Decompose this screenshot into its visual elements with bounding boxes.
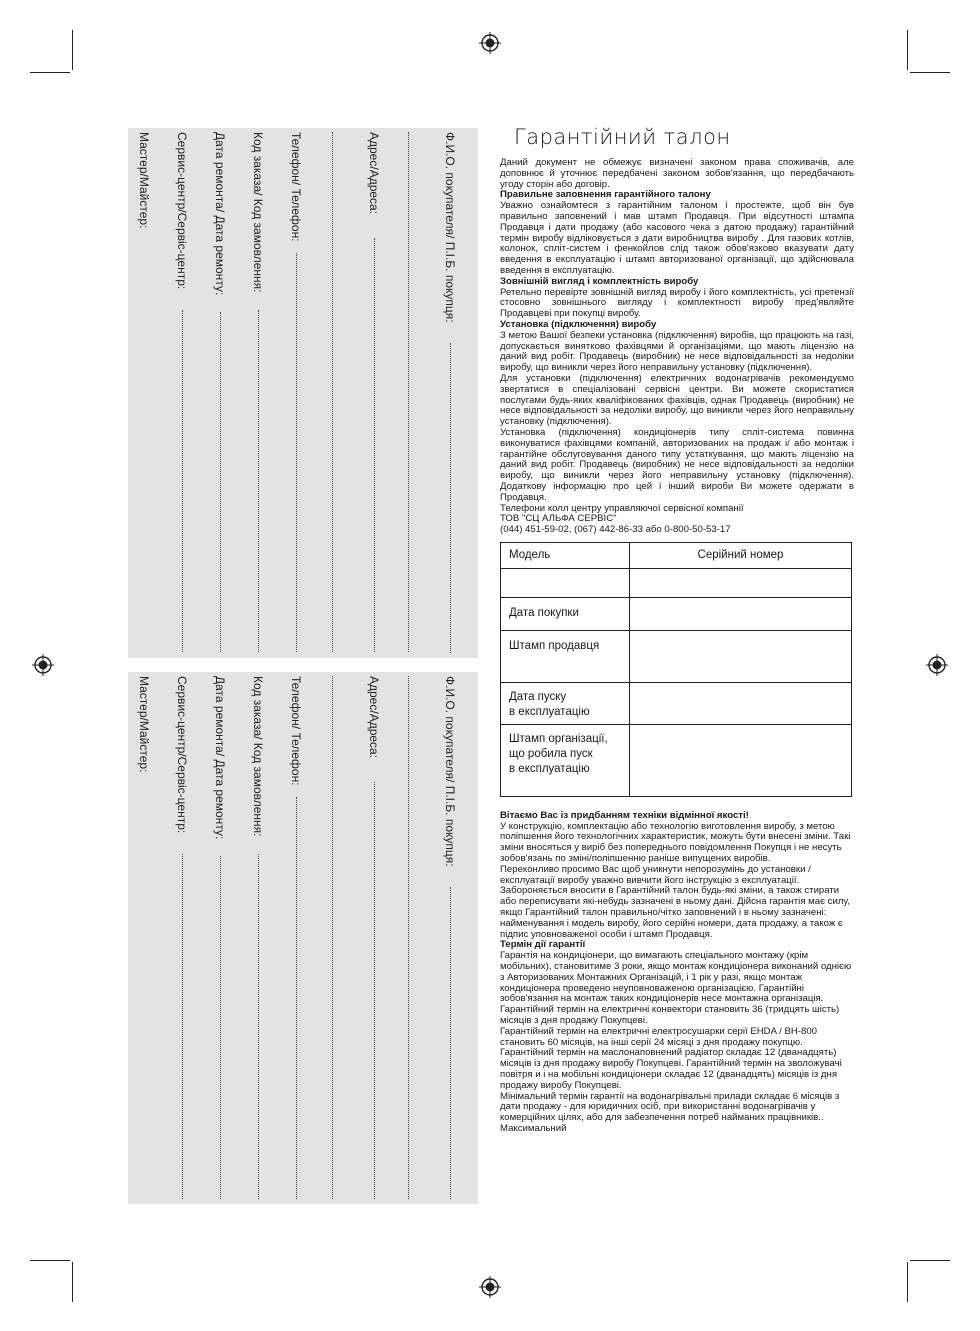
section-paragraph: Гарантійний термін на електричні конвектори становить 36 (тридцять шість) місяців з дня продажу Покупцеві.: [500, 1004, 840, 1027]
fill-line[interactable]: [182, 310, 183, 652]
coupon-field-label: Адрес/Адреса:: [367, 676, 381, 759]
table-cell-seller-stamp[interactable]: [630, 630, 852, 682]
table-label-line: в експлуатацію: [509, 762, 590, 775]
coupon-field-label: Адрес/Адреса:: [367, 132, 381, 215]
section-paragraph: Гарантійний термін на маслонаповнений радіатор складає 12 (дванадцять) місяців із дня продажу виробу Покупцеві. Гарантійний термін на зволожувачі повітря и і на мобільні кондиціонери складає 12 (дванадцять) місяців із дня продажу виробу Покупцеві.: [500, 1047, 842, 1091]
coupon-field-label: Ф.И.О. покупателя/ П.І.Б. покупця:: [443, 676, 457, 867]
table-label-seller-stamp: Штамп продавця: [501, 630, 630, 682]
intro-paragraph: Даний документ не обмежує визначені законом права споживачів, але доповнює й уточнює передбачені законом зобов'язання, що передбачають угоду сторін або договір.: [500, 157, 854, 190]
table-header-serial: Серійний номер: [630, 542, 852, 568]
coupon-field-label: Сервис-центр/Сервіс-центр:: [175, 676, 189, 834]
table-label-purchase-date: Дата покупки: [501, 597, 630, 630]
crop-mark: [907, 30, 908, 70]
section-paragraph: Для установки (підключення) електричних водонагрівачів рекомендуємо звертатися в спеціалізовані сервісні центри. Ви можете скористатися послугами будь-яких кваліфікованих фахівців, однак Продавець (виробник) не несе відповідальності за недоліки виробу, що виникли через його неправильну установку (підключення).: [500, 372, 854, 428]
coupon-field-label: Дата ремонта/ Дата ремонту:: [213, 132, 227, 296]
fill-line[interactable]: [258, 310, 259, 652]
table-label-org-stamp: [501, 724, 630, 796]
table-cell-purchase-date[interactable]: [630, 597, 852, 630]
fill-line[interactable]: [408, 132, 409, 652]
registration-mark-icon: [926, 654, 948, 676]
crop-mark: [30, 72, 70, 73]
repair-coupon-top: [128, 128, 478, 658]
section-heading: Вітаємо Вас із придбанням техніки відмінної якості!: [500, 809, 749, 821]
coupon-field-label: Телефон/ Телефон:: [289, 132, 303, 242]
fill-line[interactable]: [450, 343, 451, 653]
registration-mark-icon: [32, 654, 54, 676]
phones-company: ТОВ "СЦ АЛЬФА СЕРВІС": [500, 513, 617, 525]
table-cell-model[interactable]: [501, 568, 630, 597]
fill-line[interactable]: [332, 676, 333, 1199]
warranty-document: [500, 124, 854, 1135]
section-paragraph: У конструкцію, комплектацію або технологію виготовлення виробу, з метою поліпшення його технологічних характеристик, можуть бути внесені зміни. Такі зміни вносяться у виріб без попереднього повідомлення Покупця і не несуть зобов'язань по зміні/поліпшенню раніше випущених виробів.: [500, 820, 851, 865]
section-heading: Правильне заповнення гарантійного талону: [500, 189, 711, 201]
fill-line[interactable]: [182, 854, 183, 1199]
section-paragraph: З метою Вашої безпеки установка (підключення) виробів, що працюють на газі, допускається винятково фахівцями й організаціями, що мають ліцензію на даний вид робіт. Продавець (виробник) не несе відповідальності за недоліки виробу, що виникли через його неправильну установку (підключення).: [500, 329, 854, 374]
phones-line: Телефони колл центру управляючої сервісної компанії: [500, 502, 744, 514]
crop-mark: [30, 1260, 70, 1261]
table-cell-org-stamp[interactable]: [630, 724, 852, 796]
table-label-line: Дата пуску: [509, 690, 567, 703]
fill-line[interactable]: [220, 856, 221, 1199]
section-paragraph: Гарантія на кондиціонери, що вимагають спеціального монтажу (крім мобільних), становитиме 3 роки, якщо монтаж кондиціонера виконаний однією з Авторизованих Монтажних Організацій, і 1 рік у разі, якщо монтаж кондиціонера проведено неуповноваженою організацією. Гарантійні зобов'язання на монтаж таких кондиціонерів несе монтажна організація.: [500, 950, 852, 1005]
fill-line[interactable]: [296, 797, 297, 1199]
table-cell-serial[interactable]: [630, 568, 852, 597]
table-label-start-date: [501, 682, 630, 724]
section-paragraph: Установка (підключення) кондиціонерів типу спліт-система повинна виконуватися фахівцями компаній, авторизованих на продаж і/ або монтаж і гарантійне обслуговування даного типу устаткування, що мають ліцензію на даний вид робіт. Продавець (виробник) не несе відповідальності за недоліки виробу, що виникли через його неправильну установку (підключення). Додаткову інформацію про цей і інший вироби Ви можете одержати в Продавця.: [500, 426, 854, 503]
registration-table: [500, 542, 852, 797]
coupon-field-label: Мастер/Майстер:: [137, 676, 151, 773]
fill-line[interactable]: [374, 238, 375, 652]
registration-mark-icon: [479, 1276, 501, 1298]
coupon-field-master: [134, 132, 154, 652]
section-heading: Термін дії гарантії: [500, 939, 586, 951]
coupon-field-master: [134, 676, 154, 1196]
table-header-model: Модель: [501, 542, 630, 568]
crop-mark: [907, 1262, 908, 1302]
section-heading: Установка (підключення) виробу: [500, 318, 657, 330]
crop-mark: [910, 1260, 950, 1261]
fill-line[interactable]: [450, 887, 451, 1199]
coupon-field-label: Ф.И.О. покупателя/ П.І.Б. покупця:: [443, 132, 457, 323]
section-paragraph: Ретельно перевірте зовнішній вигляд виробу і його комплектність, усі претензії стосовно зовнішнього вигляду і комплектності виробу пред'являйте Продавцеві при покупці виробу.: [500, 286, 854, 320]
fill-line[interactable]: [220, 312, 221, 652]
phones-numbers: (044) 451-59-02, (067) 442-86-33 або 0-800-50-53-17: [500, 524, 731, 536]
coupon-field-label: Код заказа/ Код замовлення:: [251, 676, 265, 837]
crop-mark: [72, 1262, 73, 1302]
section-paragraph: Гарантійний термін на електричні електросушарки серії EHDA / BH-800 становить 60 місяців, на інші серії 24 місяці з дня продажу покупцю.: [500, 1025, 817, 1048]
repair-coupon-bottom: [128, 672, 478, 1204]
table-label-line: що робила пуск: [509, 747, 593, 760]
registration-mark-icon: [479, 32, 501, 54]
coupon-field-label: Дата ремонта/ Дата ремонту:: [213, 676, 227, 840]
page-title: Гарантійний талон: [514, 125, 731, 149]
coupon-field-label: Сервис-центр/Сервіс-центр:: [175, 132, 189, 290]
fill-line[interactable]: [296, 253, 297, 652]
section-paragraph: Уважно ознайомтеся з гарантійним талоном і простежте, щоб він був правильно заповнений і мав штамп Продавця. При відсутності штампа Продавця і дати продажу (або касового чека з датою продажу) гарантійний термін виробу відліковується з дати виробництва виробу . Для газових котлів, колонок, спліт-систем і фенкойлов слід також обов'язково вказувати дату введення в експлуатацію і штамп авторизованої організації, що здійснювала введення в експлуатацію.: [500, 200, 854, 276]
table-label-line: Штамп організації,: [509, 732, 608, 745]
fill-line[interactable]: [374, 782, 375, 1199]
fill-line[interactable]: [408, 676, 409, 1199]
section-heading: Зовнішній вигляд і комплектність виробу: [500, 275, 699, 287]
crop-mark: [910, 72, 950, 73]
table-cell-start-date[interactable]: [630, 682, 852, 724]
section-paragraph: Мінімальний термін гарантії на водонагрівальні прилади складає 6 місяців з дати продажу - для юридичних осіб, при використанні водонагрівачів у комерційних цілях, або для забезпечення потреб найманих працівників.. Максимальний: [500, 1090, 840, 1134]
crop-mark: [72, 30, 73, 70]
fill-line[interactable]: [332, 132, 333, 652]
coupon-field-label: Мастер/Майстер:: [137, 132, 151, 229]
section-paragraph: Переконливо просимо Вас щоб уникнути непорозумінь до установки /експлуатації виробу уважно вивчити його інструкцію з експлуатації. Забороняється вносити в Гарантійний талон будь-які зміни, а також стирати або переписувати які-небудь зазначені в ньому дані. Дійсна гарантія має силу, якщо Гарантійний талон правильно/чітко заповнений і в ньому зазначені: найменування і модель виробу, його серійні номери, дата продажу, а також є підпис уповноваженої особи і штамп Продавця.: [500, 863, 850, 940]
coupon-field-label: Код заказа/ Код замовлення:: [251, 132, 265, 293]
table-label-line: в експлуатацію: [509, 705, 590, 718]
fill-line[interactable]: [258, 854, 259, 1199]
coupon-field-label: Телефон/ Телефон:: [289, 676, 303, 786]
